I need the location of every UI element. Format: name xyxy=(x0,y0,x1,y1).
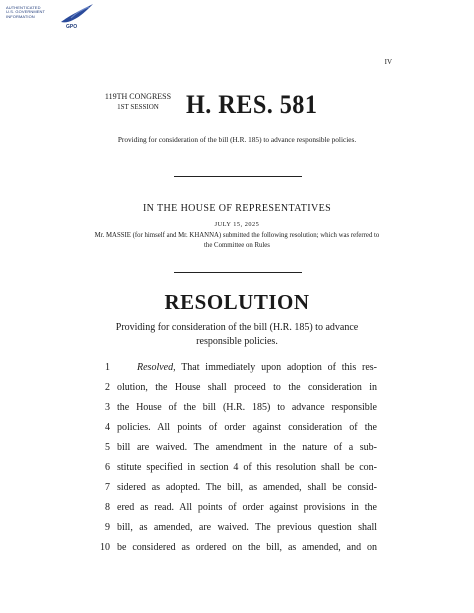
line-text: bill are waived. The amendment in the nature of a sub- xyxy=(117,442,377,453)
body-line xyxy=(0,458,474,478)
sponsor-statement: Mr. MASSIE (for himself and Mr. KHANNA) submitted the following resolution; which was referred to the Committee on Rules xyxy=(94,232,380,249)
logo-line: U.S. GOVERNMENT xyxy=(6,9,46,15)
line-text: the House of the bill (H.R. 185) to advance responsible xyxy=(117,402,377,413)
eagle-icon xyxy=(59,2,95,26)
congress-number: 119TH CONGRESS xyxy=(104,92,172,101)
line-number: 3 xyxy=(105,402,110,413)
gpo-authenticated-logo xyxy=(4,2,94,36)
line-text: ered as read. All points of order against provisions in the xyxy=(117,502,377,513)
logo-line: INFORMATION xyxy=(6,13,35,19)
line-text: sidered as adopted. The bill, as amended, shall be consid- xyxy=(117,482,377,493)
document-type-heading: RESOLUTION xyxy=(164,290,310,314)
chamber-heading: IN THE HOUSE OF REPRESENTATIVES xyxy=(142,203,332,214)
line-number: 4 xyxy=(105,422,110,433)
gpo-label: GPO xyxy=(66,24,78,30)
bill-number: H. RES. 581 xyxy=(186,90,318,119)
line-number: 10 xyxy=(100,542,110,553)
line-text-content: That immediately upon adoption of this res- xyxy=(175,362,377,373)
body-line xyxy=(0,418,474,438)
body-line xyxy=(0,498,474,518)
body-line xyxy=(0,378,474,398)
body-line xyxy=(0,358,474,378)
session-number: 1ST SESSION xyxy=(117,103,159,111)
line-text: stitute specified in section 4 of this resolution shall be con- xyxy=(117,462,377,473)
line-text: policies. All points of order against consideration of the xyxy=(117,422,377,433)
line-text: bill, as amended, are waived. The previous question shall xyxy=(117,522,377,533)
purpose-summary: Providing for consideration of the bill (H.R. 185) to advance responsible policies. xyxy=(117,135,357,144)
line-number: 7 xyxy=(105,482,110,493)
congress-session xyxy=(96,92,180,112)
divider xyxy=(174,176,302,177)
body-line xyxy=(0,478,474,498)
version-code: IV xyxy=(384,58,392,66)
line-number: 6 xyxy=(105,462,110,473)
body-line xyxy=(0,438,474,458)
line-text: be considered as ordered on the bill, as amended, and on xyxy=(117,542,377,553)
line-text: olution, the House shall proceed to the consideration in xyxy=(117,382,377,393)
body-line xyxy=(0,538,474,558)
resolved-clause: Resolved, xyxy=(137,362,176,373)
body-line xyxy=(0,518,474,538)
line-number: 9 xyxy=(105,522,110,533)
line-number: 2 xyxy=(105,382,110,393)
line-number: 5 xyxy=(105,442,110,453)
logo-line: AUTHENTICATED xyxy=(6,5,41,10)
line-number: 1 xyxy=(105,362,110,373)
line-number: 8 xyxy=(105,502,110,513)
logo-text xyxy=(6,6,45,19)
introduction-date: JULY 15, 2025 xyxy=(214,221,260,228)
line-text xyxy=(137,358,377,378)
resolution-purpose: Providing for consideration of the bill (H.R. 185) to advance responsible policies. xyxy=(115,322,359,347)
divider xyxy=(174,272,302,273)
body-line xyxy=(0,398,474,418)
